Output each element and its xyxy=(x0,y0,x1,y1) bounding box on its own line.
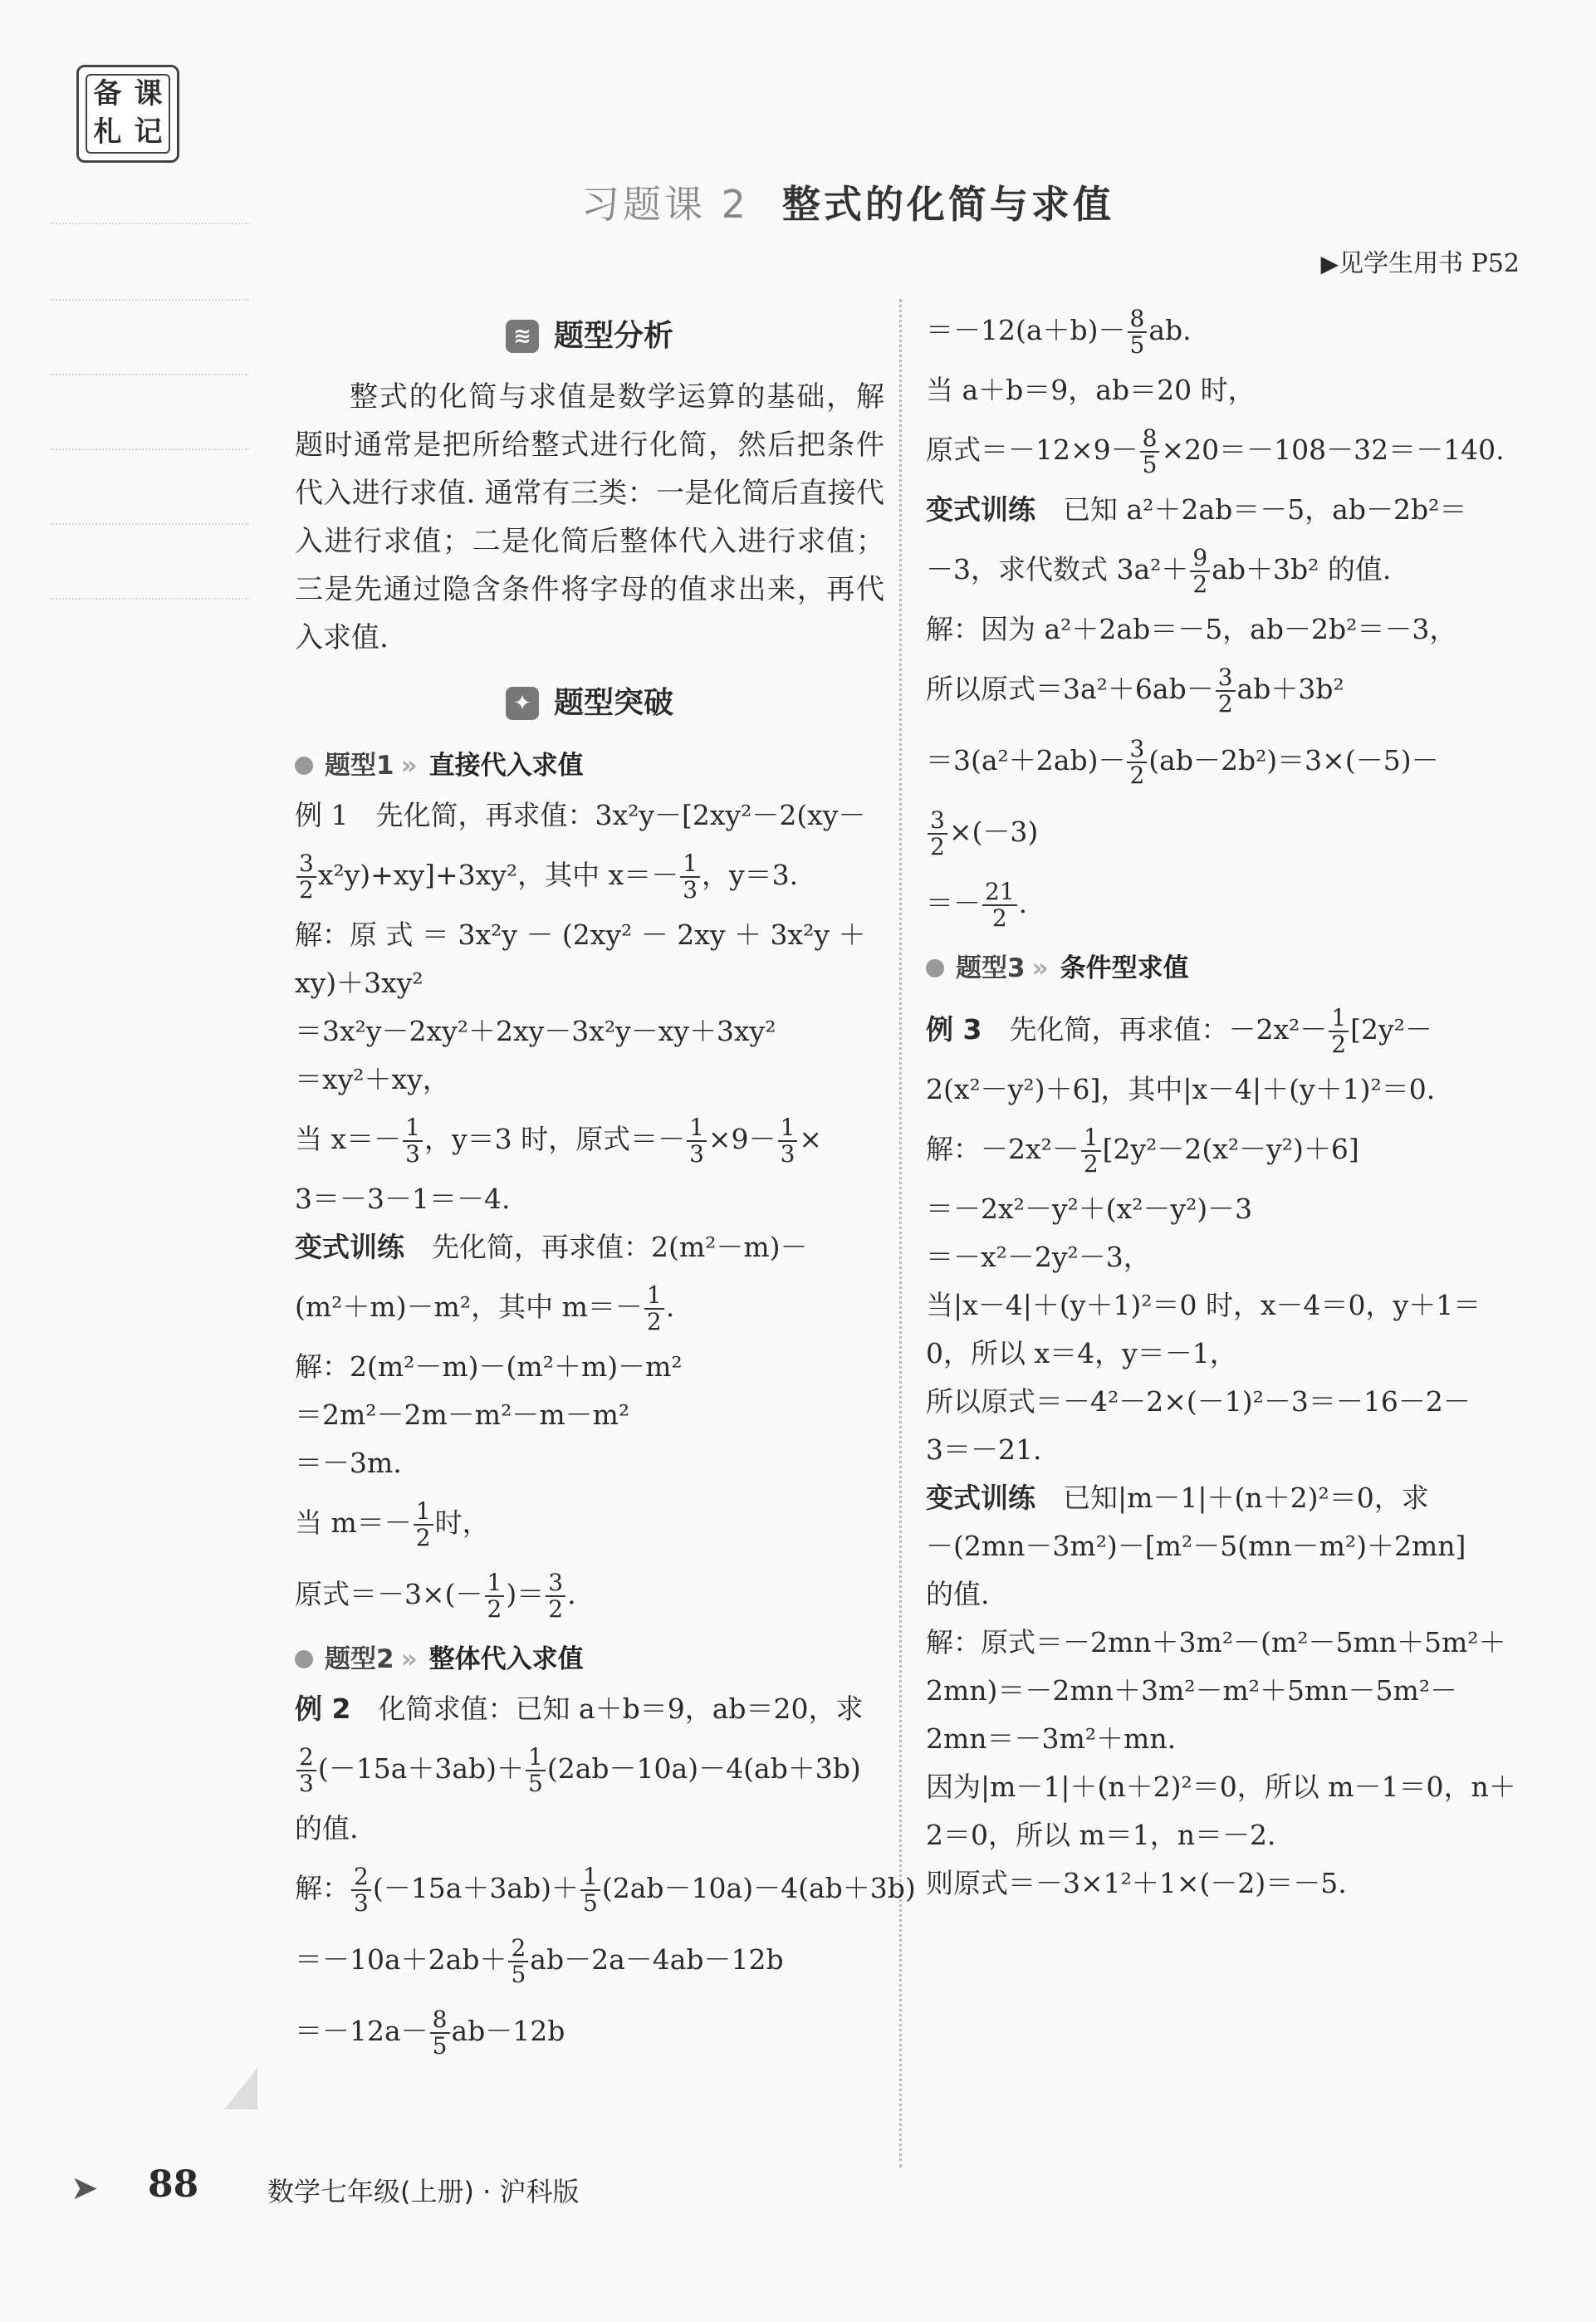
ref-text: 见学生用书 P52 xyxy=(1339,249,1520,278)
bullet-icon xyxy=(295,1650,313,1668)
variant-line: (m²＋m)－m²，其中 m＝－ $\frac{1}{2}$ . xyxy=(295,1281,675,1335)
lesson-title: 整式的化简与求值 xyxy=(781,182,1114,227)
book-title: 数学七年级(上册) · 沪科版 xyxy=(267,2176,580,2207)
page-title xyxy=(581,174,1114,229)
fraction: $\frac{21}{2}$ xyxy=(982,879,1017,931)
fraction: $\frac{1}{2}$ xyxy=(485,1570,505,1622)
note-line xyxy=(50,448,249,450)
example3-line: 例 3 先化简，再求值：－2x²－ $\frac{1}{2}$ [2y²－ xyxy=(926,1004,1432,1058)
solution-line: ＝－ $\frac{21}{2}$ . xyxy=(926,878,1028,932)
solution-line: ＝－2x²－y²＋(x²－y²)－3 xyxy=(926,1193,1253,1225)
badge-char: 札 xyxy=(93,115,122,149)
fraction: $\frac{1}{3}$ xyxy=(403,1115,423,1167)
example2-line: 例 2 化简求值：已知 a＋b＝9，ab＝20，求 xyxy=(295,1693,864,1725)
fraction: $\frac{2}{3}$ xyxy=(351,1864,371,1916)
solution-line: 2mn)＝－2mn＋3m²－m²＋5mn－5m²－ xyxy=(926,1674,1458,1707)
fraction: $\frac{1}{2}$ xyxy=(414,1499,433,1550)
fraction: $\frac{3}{2}$ xyxy=(1127,737,1147,788)
badge-char: 课 xyxy=(134,77,163,110)
variant-line: －3，求代数式 3a²＋ $\frac{9}{2}$ ab＋3b² 的值. xyxy=(926,544,1392,598)
analysis-paragraph: 整式的化简与求值是数学运算的基础，解题时通常是把所给整式进行化简，然后把条件代入进行求值. 通常有三类：一是化简后直接代入进行求值；二是化简后整体代入进行求值；三是先通过隐含条件将字母的值求出来，再代入求值. xyxy=(295,380,884,654)
solution-line: 解：因为 a²＋2ab＝－5，ab－2b²＝－3， xyxy=(926,613,1457,645)
type-name: 直接代入求值 xyxy=(428,751,584,781)
example3-line: 2(x²－y²)＋6]，其中|x－4|＋(y＋1)²＝0. xyxy=(926,1073,1436,1105)
chevron-right-icon: » xyxy=(400,751,418,781)
fraction: $\frac{1}{5}$ xyxy=(580,1864,600,1916)
section-analysis xyxy=(295,303,884,370)
solution-line: 解：－2x²－ $\frac{1}{2}$ [2y²－2(x²－y²)＋6] xyxy=(926,1124,1359,1178)
fraction: $\frac{8}{5}$ xyxy=(1140,426,1160,478)
section-breakthrough xyxy=(295,670,884,737)
type-tag: 题型2 xyxy=(325,1644,394,1674)
solution-line: 当 x＝－ $\frac{1}{3}$ ，y＝3 时，原式＝－ $\frac{1}{3}$ ×9－ $\frac{1}{3}$ × xyxy=(295,1114,823,1168)
fraction: $\frac{1}{3}$ xyxy=(778,1115,798,1167)
type2-heading xyxy=(295,1634,884,1685)
type-name: 条件型求值 xyxy=(1060,953,1189,983)
solution-line: ＝2m²－2m－m²－m－m² xyxy=(295,1399,630,1431)
fraction: $\frac{8}{5}$ xyxy=(1128,306,1148,358)
solution-line: 当|x－4|＋(y＋1)²＝0 时，x－4＝0，y＋1＝ xyxy=(926,1289,1481,1321)
solution-line: 解：2(m²－m)－(m²＋m)－m² xyxy=(295,1350,683,1383)
variant-line: 变式训练 先化简，再求值：2(m²－m)－ xyxy=(295,1231,808,1263)
page-number: 88 xyxy=(148,2163,199,2206)
solution-line: xy)＋3xy² xyxy=(295,967,423,999)
type-tag: 题型3 xyxy=(956,953,1026,983)
example2-line: $\frac{2}{3}$ (－15a＋3ab)＋ $\frac{1}{5}$ (2ab－10a)－4(ab＋3b) xyxy=(295,1733,884,1805)
solution-line: 所以原式＝3a²＋6ab－ $\frac{3}{2}$ ab＋3b² xyxy=(926,664,1344,718)
chevron-right-icon: » xyxy=(1031,953,1049,983)
solution-line: ＝3x²y－2xy²＋2xy－3x²y－xy＋3xy² xyxy=(295,1015,776,1047)
fraction: $\frac{9}{2}$ xyxy=(1190,546,1210,597)
fraction: $\frac{2}{5}$ xyxy=(508,1936,528,1987)
solution-line: 解： $\frac{2}{3}$ (－15a＋3ab)＋ $\frac{1}{5}$ (2ab－10a)－4(ab＋3b) xyxy=(295,1863,916,1917)
notes-badge xyxy=(76,65,179,163)
solution-line: 则原式＝－3×1²＋1×(－2)＝－5. xyxy=(926,1867,1347,1899)
right-column xyxy=(926,295,1524,1908)
fraction: $\frac{2}{3}$ xyxy=(296,1745,316,1796)
lesson-number: 习题课 2 xyxy=(581,182,749,227)
solution-line: 解：原式＝－2mn＋3m²－(m²－5mn＋5m²＋ xyxy=(926,1626,1506,1658)
solution-line: ＝－12a－ $\frac{8}{5}$ ab－12b xyxy=(295,2006,565,2060)
solution-line: 解：原 式 ＝ 3x²y － (2xy² － 2xy ＋ 3x²y ＋ xyxy=(295,919,866,951)
solution-line: ＝－3m. xyxy=(295,1447,402,1479)
fraction: $\frac{1}{2}$ xyxy=(1329,1006,1349,1057)
fraction: $\frac{3}{2}$ xyxy=(296,851,316,903)
solution-line: 当 m＝－ $\frac{1}{2}$ 时， xyxy=(295,1497,490,1551)
fraction: $\frac{1}{2}$ xyxy=(644,1283,664,1335)
variant-line: 的值. xyxy=(926,1578,990,1610)
note-line xyxy=(50,299,249,301)
fraction: $\frac{1}{2}$ xyxy=(1081,1125,1101,1177)
solution-line: ＝－12(a＋b)－ $\frac{8}{5}$ ab. xyxy=(926,305,1192,359)
note-line xyxy=(50,374,249,375)
play-arrow-icon: ▶ xyxy=(1320,250,1339,277)
note-line xyxy=(50,598,249,600)
solution-line: 0，所以 x＝4，y＝－1， xyxy=(926,1337,1237,1369)
note-line xyxy=(50,223,249,224)
solution-line: $\frac{3}{2}$ ×(－3) xyxy=(926,796,1524,868)
fraction: $\frac{3}{2}$ xyxy=(1216,665,1236,717)
variant-line: 变式训练 已知|m－1|＋(n＋2)²＝0，求 xyxy=(926,1482,1429,1514)
solution-line: 原式＝－12×9－ $\frac{8}{5}$ ×20＝－108－32＝－140. xyxy=(926,424,1505,478)
solution-line: 2＝0，所以 m＝1，n＝－2. xyxy=(926,1819,1276,1851)
left-column xyxy=(295,303,916,2067)
solution-line: 2mn＝－3m²＋mn. xyxy=(926,1722,1177,1755)
type-name: 整体代入求值 xyxy=(428,1644,584,1674)
note-line xyxy=(50,523,249,525)
type-tag: 题型1 xyxy=(325,751,394,781)
solution-line: 3＝－3－1＝－4. xyxy=(295,1183,511,1215)
bullet-icon xyxy=(295,757,313,775)
example2-line: 的值. xyxy=(295,1812,359,1844)
fraction: $\frac{1}{3}$ xyxy=(680,851,700,903)
type1-heading xyxy=(295,740,884,791)
section-title: 题型分析 xyxy=(553,319,673,353)
student-book-ref xyxy=(1321,242,1520,279)
variant-line: －(2mn－3m²)－[m²－5(mn－m²)＋2mn] xyxy=(926,1530,1466,1562)
page-arrow-icon: ➤ xyxy=(71,2169,99,2207)
badge-char: 记 xyxy=(134,115,163,149)
solution-line: ＝－10a＋2ab＋ $\frac{2}{5}$ ab－2a－4ab－12b xyxy=(295,1934,784,1988)
lightbulb-icon: ✦ xyxy=(506,687,539,720)
solution-line: 原式＝－3×(－ $\frac{1}{2}$ )＝ $\frac{3}{2}$ . xyxy=(295,1569,576,1623)
layers-icon: ≋ xyxy=(506,320,539,353)
solution-line: 因为|m－1|＋(n＋2)²＝0，所以 m－1＝0，n＋ xyxy=(926,1771,1516,1803)
fraction: $\frac{3}{2}$ xyxy=(546,1570,565,1622)
example1-line: 例 1 先化简，再求值：3x²y－[2xy²－2(xy－ xyxy=(295,799,866,831)
solution-line: ＝xy²＋xy， xyxy=(295,1063,450,1095)
solution-line: 3＝－21. xyxy=(926,1433,1042,1466)
solution-line: 当 a＋b＝9，ab＝20 时， xyxy=(926,374,1256,406)
solution-line: ＝－x²－2y²－3， xyxy=(926,1241,1151,1273)
solution-line: ＝3(a²＋2ab)－ $\frac{3}{2}$ (ab－2b²)＝3×(－5)－ xyxy=(926,735,1439,789)
section-title: 题型突破 xyxy=(553,686,673,720)
badge-char: 备 xyxy=(93,77,122,110)
type3-heading xyxy=(926,943,1524,994)
fraction: $\frac{1}{3}$ xyxy=(687,1115,707,1167)
variant-line: 变式训练 已知 a²＋2ab＝－5，ab－2b²＝ xyxy=(926,493,1467,526)
fraction: $\frac{3}{2}$ xyxy=(928,808,947,860)
chevron-right-icon: » xyxy=(400,1644,418,1674)
solution-line: 所以原式＝－4²－2×(－1)²－3＝－16－2－ xyxy=(926,1385,1471,1418)
fraction: $\frac{1}{5}$ xyxy=(526,1745,546,1796)
example1-line: $\frac{3}{2}$ x²y)+xy]+3xy²，其中 x＝－ $\frac{1}{3}$ ，y＝3. xyxy=(295,840,884,911)
fraction: $\frac{8}{5}$ xyxy=(430,2007,450,2059)
corner-decoration xyxy=(224,2068,257,2109)
bullet-icon xyxy=(926,959,944,977)
